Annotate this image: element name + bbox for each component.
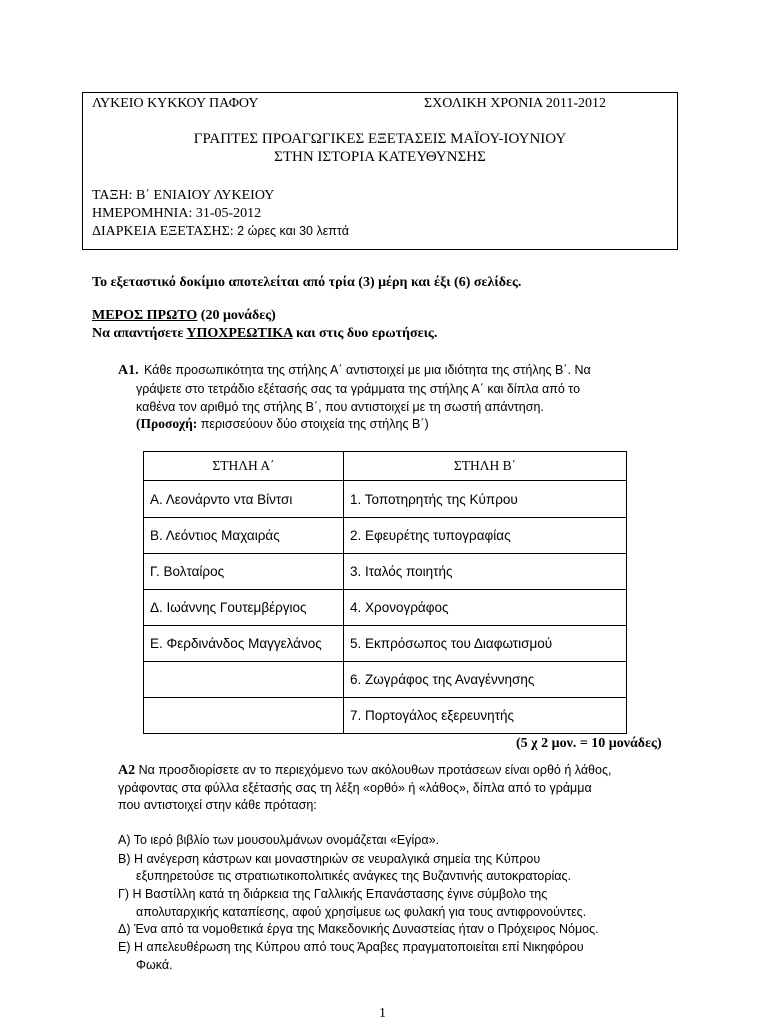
intro-text: Το εξεταστικό δοκίμιο αποτελείται από τρία (3) μέρη και έξι (6) σελίδες. (92, 275, 522, 290)
part1-title: ΜΕΡΟΣ ΠΡΩΤΟ (92, 308, 198, 323)
column-b-cell: 2. Εφευρέτης τυπογραφίας (344, 518, 627, 554)
a2-label: Α2 (118, 763, 136, 778)
class-info: ΤΑΞΗ: Β΄ ΕΝΙΑΙΟΥ ΛΥΚΕΙΟΥ (92, 188, 275, 203)
instruction-emph: ΥΠΟΧΡΕΩΤΙΚΑ (186, 326, 293, 341)
note-text: περισσεύουν δύο στοιχεία της στήλης Β΄) (197, 417, 429, 431)
column-b-cell: 4. Χρονογράφος (344, 590, 627, 626)
a2-line2: γράφοντας στα φύλλα εξέτασής σας τη λέξη «ορθό» ή «λάθος», δίπλα από το γράμμα (118, 781, 592, 795)
column-a-cell: Ε. Φερδινάνδος Μαγγελάνος (144, 626, 344, 662)
matching-table (143, 451, 627, 734)
column-b-cell: 7. Πορτογάλος εξερευνητής (344, 698, 627, 734)
a1-note (136, 416, 429, 432)
column-a-cell: Α. Λεονάρντο ντα Βίντσι (144, 481, 344, 518)
column-b-cell: 6. Ζωγράφος της Αναγέννησης (344, 662, 627, 698)
column-a-cell: Β. Λεόντιος Μαχαιράς (144, 518, 344, 554)
column-b-cell: 5. Εκπρόσωπος του Διαφωτισμού (344, 626, 627, 662)
statement-a: Α) Το ιερό βιβλίο των μουσουλμάνων ονομάζεται «Εγίρα». (118, 833, 440, 847)
date-info: ΗΜΕΡΟΜΗΝΙΑ: 31-05-2012 (92, 206, 262, 221)
table-header-row (144, 452, 627, 481)
a2-line1: Να προσδιορίσετε αν το περιεχόμενο των ακόλουθων προτάσεων είναι ορθό ή λάθος, (135, 763, 612, 777)
statement-c-cont: απολυταρχικής καταπίεσης, αφού χρησίμευε ως φυλακή για τους αντιφρονούντες. (136, 905, 587, 919)
table-row (144, 590, 627, 626)
column-a-cell: Δ. Ιωάννης Γουτεμβέργιος (144, 590, 344, 626)
instruction-suffix: και στις δυο ερωτήσεις. (292, 326, 438, 341)
table-row (144, 626, 627, 662)
a1-line1: Κάθε προσωπικότητα της στήλης Α΄ αντιστοιχεί με μια ιδιότητα της στήλης Β΄. Να (144, 363, 591, 377)
a1-score: (5 χ 2 μον. = 10 μονάδες) (516, 736, 662, 751)
exam-title-line2: ΣΤΗΝ ΙΣΤΟΡΙΑ ΚΑΤΕΥΘΥΝΣΗΣ (274, 149, 486, 165)
note-label: (Προσοχή: (136, 416, 198, 431)
page-number: 1 (379, 1006, 386, 1021)
a2-line3: που αντιστοιχεί στην κάθε πρόταση: (118, 798, 317, 812)
table-row (144, 554, 627, 590)
table-row (144, 518, 627, 554)
column-a-header: ΣΤΗΛΗ Α΄ (144, 452, 344, 481)
column-a-cell (144, 698, 344, 734)
a1-label: Α1. (118, 363, 139, 378)
statement-c: Γ) Η Βαστίλλη κατά τη διάρκεια της Γαλλικής Επανάστασης έγινε σύμβολο της (118, 887, 548, 901)
part1-heading (92, 307, 276, 324)
column-a-cell (144, 662, 344, 698)
part1-points: (20 μονάδες) (197, 308, 276, 323)
table-row (144, 481, 627, 518)
a2-intro (118, 762, 611, 779)
column-b-cell: 1. Τοποτηρητής της Κύπρου (344, 481, 627, 518)
a1-line2: γράψετε στο τετράδιο εξέτασής σας τα γράμματα της στήλης Α΄ και δίπλα από το (136, 382, 581, 396)
column-b-cell: 3. Ιταλός ποιητής (344, 554, 627, 590)
instruction-prefix: Να απαντήσετε (92, 326, 187, 341)
statement-b: Β) Η ανέγερση κάστρων και μοναστηριών σε νευραλγικά σημεία της Κύπρου (118, 852, 541, 866)
statement-b-cont: εξυπηρετούσε τις στρατιωτικοπολιτικές ανάγκες της Βυζαντινής αυτοκρατορίας. (136, 869, 571, 883)
column-b-header: ΣΤΗΛΗ Β΄ (344, 452, 627, 481)
part1-instruction (92, 325, 437, 342)
duration-label: ΔΙΑΡΚΕΙΑ ΕΞΕΤΑΣΗΣ: (92, 224, 238, 239)
duration-value: 2 ώρες και 30 λεπτά (237, 224, 349, 238)
school-name: ΛΥΚΕΙΟ ΚΥΚΚΟΥ ΠΑΦΟΥ (92, 96, 259, 111)
exam-title-line1: ΓΡΑΠΤΕΣ ΠΡΟΑΓΩΓΙΚΕΣ ΕΞΕΤΑΣΕΙΣ ΜΑΪΟΥ-ΙΟΥΝΙΟΥ (193, 131, 567, 147)
duration-info (92, 223, 349, 240)
a1-line3: καθένα τον αριθμό της στήλης Β΄, που αντιστοιχεί με τη σωστή απάντηση. (136, 400, 544, 414)
statement-d: Δ) Ένα από τα νομοθετικά έργα της Μακεδονικής Δυναστείας ήταν ο Πρόχειρος Νόμος. (118, 922, 599, 936)
statement-e: Ε) Η απελευθέρωση της Κύπρου από τους Άραβες πραγματοποιείται επί Νικηφόρου (118, 940, 584, 954)
school-year: ΣΧΟΛΙΚΗ ΧΡΟΝΙΑ 2011-2012 (424, 96, 606, 111)
column-a-cell: Γ. Βολταίρος (144, 554, 344, 590)
table-row (144, 698, 627, 734)
table-row (144, 662, 627, 698)
statement-e-cont: Φωκά. (136, 958, 173, 972)
